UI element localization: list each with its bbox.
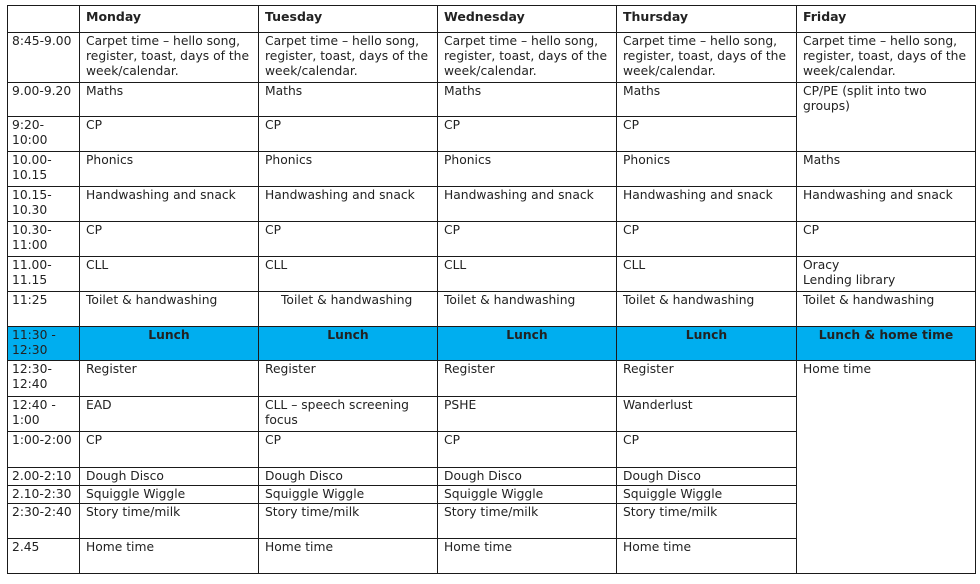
header-monday: Monday	[80, 6, 259, 33]
header-tuesday: Tuesday	[259, 6, 438, 33]
time-cell: 10.00-10.15	[8, 152, 80, 187]
header-thursday: Thursday	[617, 6, 797, 33]
activity-cell: Story time/milk	[259, 504, 438, 539]
activity-cell: Carpet time – hello song, register, toast, days of the week/calendar.	[80, 33, 259, 83]
activity-cell: Toilet & handwashing	[80, 292, 259, 327]
activity-cell: Dough Disco	[617, 468, 797, 486]
lunch-cell: Lunch	[80, 327, 259, 361]
activity-cell: Phonics	[438, 152, 617, 187]
activity-cell: Carpet time – hello song, register, toast, days of the week/calendar.	[438, 33, 617, 83]
timetable	[7, 5, 976, 574]
activity-cell: CLL	[80, 257, 259, 292]
activity-cell: Register	[438, 361, 617, 397]
activity-cell: CP	[80, 117, 259, 152]
activity-cell: Carpet time – hello song, register, toast, days of the week/calendar.	[797, 33, 976, 83]
activity-cell: Home time	[438, 539, 617, 574]
time-cell: 8:45-9.00	[8, 33, 80, 83]
activity-cell: Phonics	[259, 152, 438, 187]
time-cell: 1:00-2:00	[8, 432, 80, 468]
lunch-row	[8, 327, 976, 361]
activity-cell: CP/PE (split into two groups)	[797, 83, 976, 152]
activity-cell: Squiggle Wiggle	[259, 486, 438, 504]
activity-cell: CP	[80, 222, 259, 257]
time-cell: 10.30-11:00	[8, 222, 80, 257]
table-row	[8, 222, 976, 257]
activity-cell: Toilet & handwashing	[797, 292, 976, 327]
activity-cell: Phonics	[80, 152, 259, 187]
activity-cell: Squiggle Wiggle	[617, 486, 797, 504]
activity-cell: Register	[617, 361, 797, 397]
activity-cell: CP	[617, 432, 797, 468]
activity-cell: Handwashing and snack	[80, 187, 259, 222]
activity-cell: Story time/milk	[80, 504, 259, 539]
table-row	[8, 257, 976, 292]
table-row	[8, 292, 976, 327]
activity-cell: Carpet time – hello song, register, toast, days of the week/calendar.	[259, 33, 438, 83]
lunch-cell: Lunch	[259, 327, 438, 361]
activity-cell: Story time/milk	[617, 504, 797, 539]
activity-cell: Squiggle Wiggle	[80, 486, 259, 504]
time-cell: 9.00-9.20	[8, 83, 80, 117]
activity-cell: Handwashing and snack	[259, 187, 438, 222]
activity-cell: Home time	[259, 539, 438, 574]
time-cell: 11.00-11.15	[8, 257, 80, 292]
time-cell: 12:40 - 1:00	[8, 397, 80, 432]
table-row	[8, 33, 976, 83]
activity-cell: Toilet & handwashing	[438, 292, 617, 327]
activity-cell: CP	[438, 222, 617, 257]
activity-cell: CLL – speech screening focus	[259, 397, 438, 432]
activity-cell: CP	[438, 432, 617, 468]
time-cell: 9:20-10:00	[8, 117, 80, 152]
time-cell: 2:30-2:40	[8, 504, 80, 539]
activity-cell: CLL	[617, 257, 797, 292]
activity-cell: PSHE	[438, 397, 617, 432]
activity-cell: Handwashing and snack	[438, 187, 617, 222]
activity-cell: Carpet time – hello song, register, toast, days of the week/calendar.	[617, 33, 797, 83]
activity-cell: CP	[438, 117, 617, 152]
time-cell: 2.10-2:30	[8, 486, 80, 504]
activity-cell: CLL	[438, 257, 617, 292]
activity-cell: CP	[259, 432, 438, 468]
activity-cell: Story time/milk	[438, 504, 617, 539]
time-cell: 10.15-10.30	[8, 187, 80, 222]
activity-cell: Dough Disco	[259, 468, 438, 486]
activity-cell: Home time	[797, 361, 976, 574]
activity-cell: Wanderlust	[617, 397, 797, 432]
activity-cell: EAD	[80, 397, 259, 432]
activity-cell: Maths	[80, 83, 259, 117]
activity-cell: Toilet & handwashing	[617, 292, 797, 327]
activity-cell: CP	[617, 117, 797, 152]
activity-cell: CP	[617, 222, 797, 257]
activity-cell: Maths	[259, 83, 438, 117]
activity-cell: Dough Disco	[80, 468, 259, 486]
activity-cell: CP	[80, 432, 259, 468]
table-row	[8, 187, 976, 222]
activity-cell: CP	[259, 222, 438, 257]
activity-cell: Dough Disco	[438, 468, 617, 486]
table-row	[8, 152, 976, 187]
lunch-cell: Lunch	[617, 327, 797, 361]
header-friday: Friday	[797, 6, 976, 33]
activity-cell: CP	[797, 222, 976, 257]
activity-cell: Maths	[797, 152, 976, 187]
activity-cell: Home time	[617, 539, 797, 574]
lunch-cell: Lunch	[438, 327, 617, 361]
activity-cell: Handwashing and snack	[797, 187, 976, 222]
activity-cell: Oracy Lending library	[797, 257, 976, 292]
activity-cell: Maths	[617, 83, 797, 117]
activity-cell: Maths	[438, 83, 617, 117]
activity-cell: Register	[259, 361, 438, 397]
table-row	[8, 361, 976, 397]
header-time-cell	[8, 6, 80, 33]
activity-cell: Toilet & handwashing	[259, 292, 438, 327]
time-cell: 2.00-2:10	[8, 468, 80, 486]
activity-cell: Home time	[80, 539, 259, 574]
activity-cell: Phonics	[617, 152, 797, 187]
header-row	[8, 6, 976, 33]
time-cell: 11:30 - 12:30	[8, 327, 80, 361]
time-cell: 11:25	[8, 292, 80, 327]
activity-cell: Register	[80, 361, 259, 397]
table-row	[8, 83, 976, 117]
header-wednesday: Wednesday	[438, 6, 617, 33]
time-cell: 2.45	[8, 539, 80, 574]
activity-cell: CP	[259, 117, 438, 152]
activity-cell: Squiggle Wiggle	[438, 486, 617, 504]
time-cell: 12:30-12:40	[8, 361, 80, 397]
lunch-cell: Lunch & home time	[797, 327, 976, 361]
activity-cell: Handwashing and snack	[617, 187, 797, 222]
activity-cell: CLL	[259, 257, 438, 292]
